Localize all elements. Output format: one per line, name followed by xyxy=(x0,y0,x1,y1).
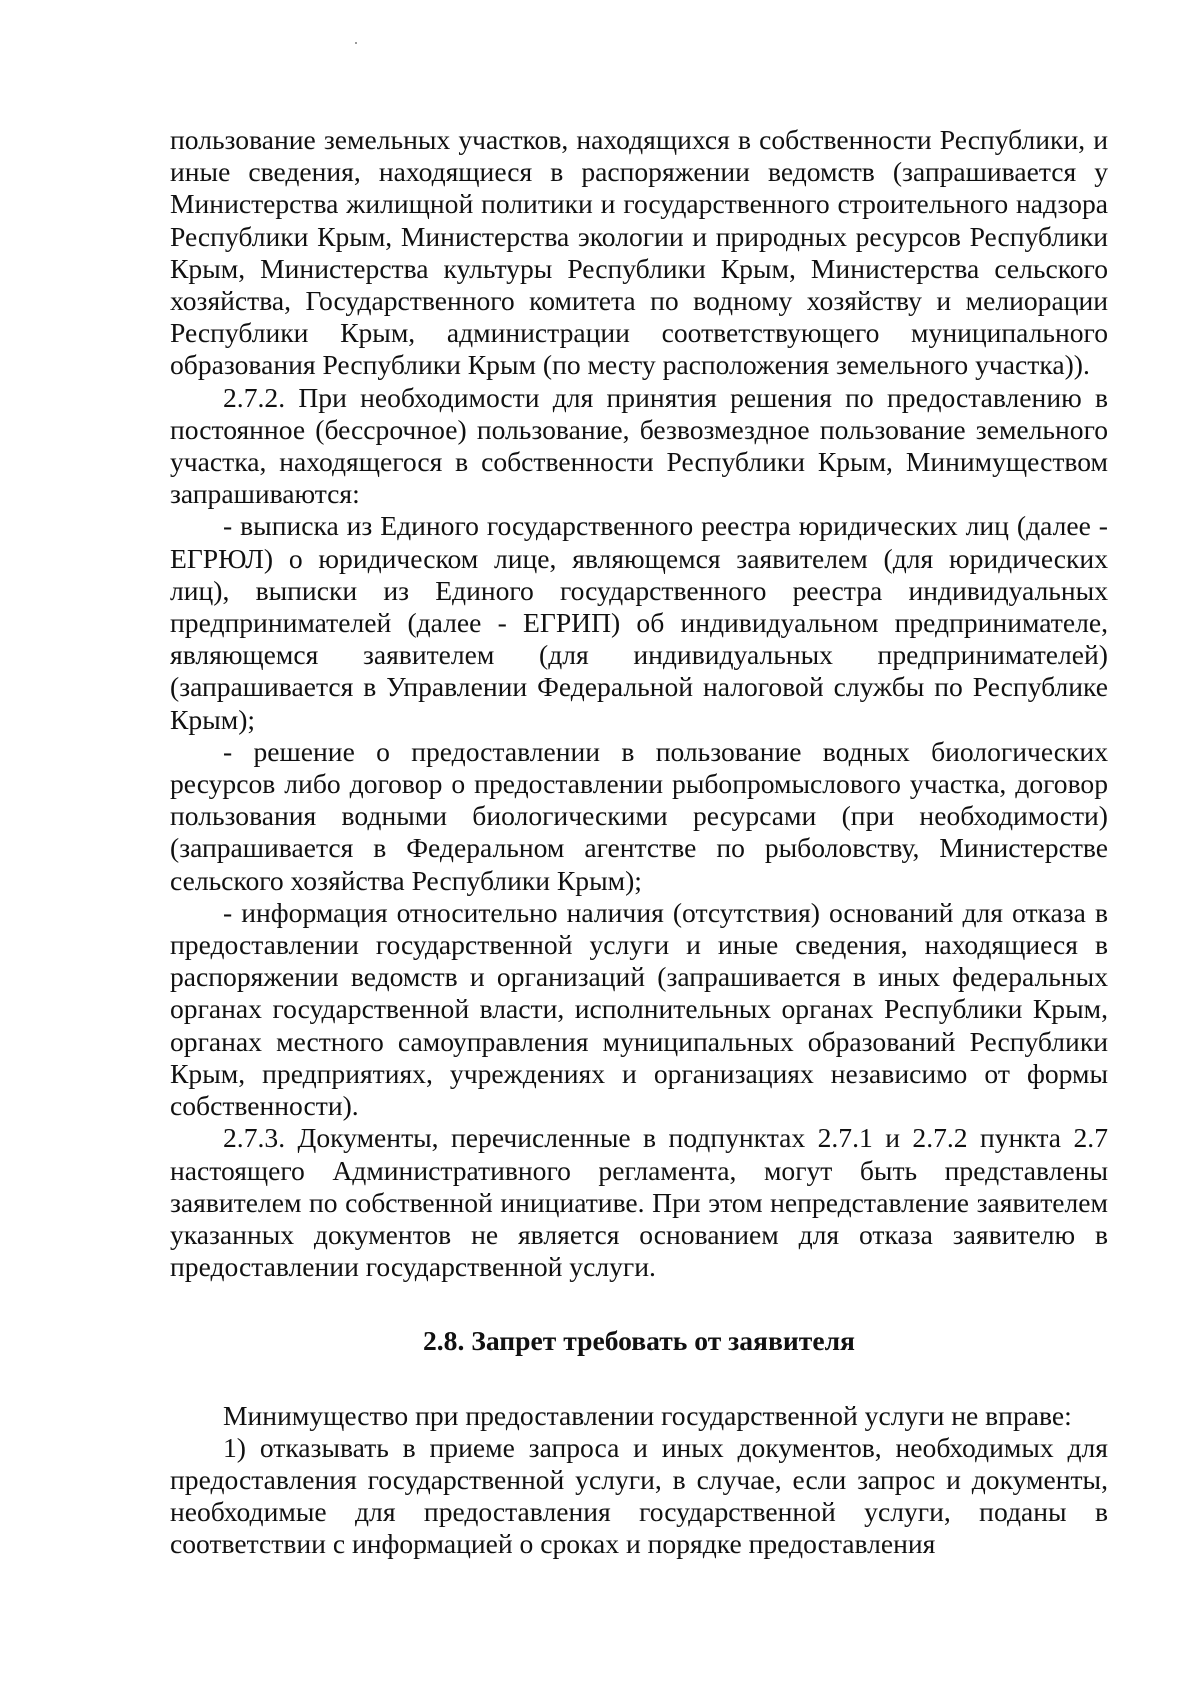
paragraph-continuation: пользование земельных участков, находящихся в собственности Республики, и иные сведения, находящиеся в распоряжении ведомств (запрашивается у Министерства жилищной политики и государственного строительного надзора Республики Крым, Министерства экологии и природных ресурсов Республики Крым, Министерства культуры Республики Крым, Министерства сельского хозяйства, Государственного комитета по водному хозяйству и мелиорации Республики Крым, администрации соответствующего муниципального образования Республики Крым (по месту расположения земельного участка)). xyxy=(170,124,1108,381)
list-item-water-resources: - решение о предоставлении в пользование водных биологических ресурсов либо договор о предоставлении рыбопромыслового участка, договор пользования водными биологическими ресурсами (при необходимости) (запрашивается в Федеральном агентстве по рыболовству, Министерстве сельского хозяйства Республики Крым); xyxy=(170,735,1108,896)
list-item-1-refusal: 1) отказывать в приеме запроса и иных документов, необходимых для предоставления государственной услуги, в случае, если запрос и документы, необходимые для предоставления государственной услуги, поданы в соответствии с информацией о сроках и порядке предоставления xyxy=(170,1431,1108,1560)
list-item-refusal-grounds: - информация относительно наличия (отсутствия) оснований для отказа в предоставлении государственной услуги и иные сведения, находящиеся в распоряжении ведомств и организаций (запрашивается в иных федеральных органах государственной власти, исполнительных органах Республики Крым, органах местного самоуправления муниципальных образований Республики Крым, предприятиях, учреждениях и организациях независимо от формы собственности). xyxy=(170,896,1108,1122)
paragraph-2-7-2: 2.7.2. При необходимости для принятия решения по предоставлению в постоянное (бессрочное) пользование, безвозмездное пользование земельного участка, находящегося в собственности Республики Крым, Минимуществом запрашиваются: xyxy=(170,381,1108,510)
section-heading-2-8: 2.8. Запрет требовать от заявителя xyxy=(422,1325,855,1357)
scan-artifact-dot xyxy=(355,42,357,44)
list-item-egrul-egrip: - выписка из Единого государственного реестра юридических лиц (далее - ЕГРЮЛ) о юридическом лице, являющемся заявителем (для юридических лиц), выписки из Единого государственного реестра индивидуальных предпринимателей (далее - ЕГРИП) об индивидуальном предпринимателе, являющемся заявителем (для индивидуальных предпринимателей) (запрашивается в Управлении Федеральной налоговой службы по Республике Крым); xyxy=(170,510,1108,735)
document-body xyxy=(170,124,1108,1561)
paragraph-2-7-3: 2.7.3. Документы, перечисленные в подпунктах 2.7.1 и 2.7.2 пункта 2.7 настоящего Административного регламента, могут быть представлены заявителем по собственной инициативе. При этом непредставление заявителем указанных документов не является основанием для отказа заявителю в предоставлении государственной услуги. xyxy=(170,1122,1108,1283)
paragraph-prohibitions-intro: Минимущество при предоставлении государственной услуги не вправе: xyxy=(223,1399,1072,1431)
